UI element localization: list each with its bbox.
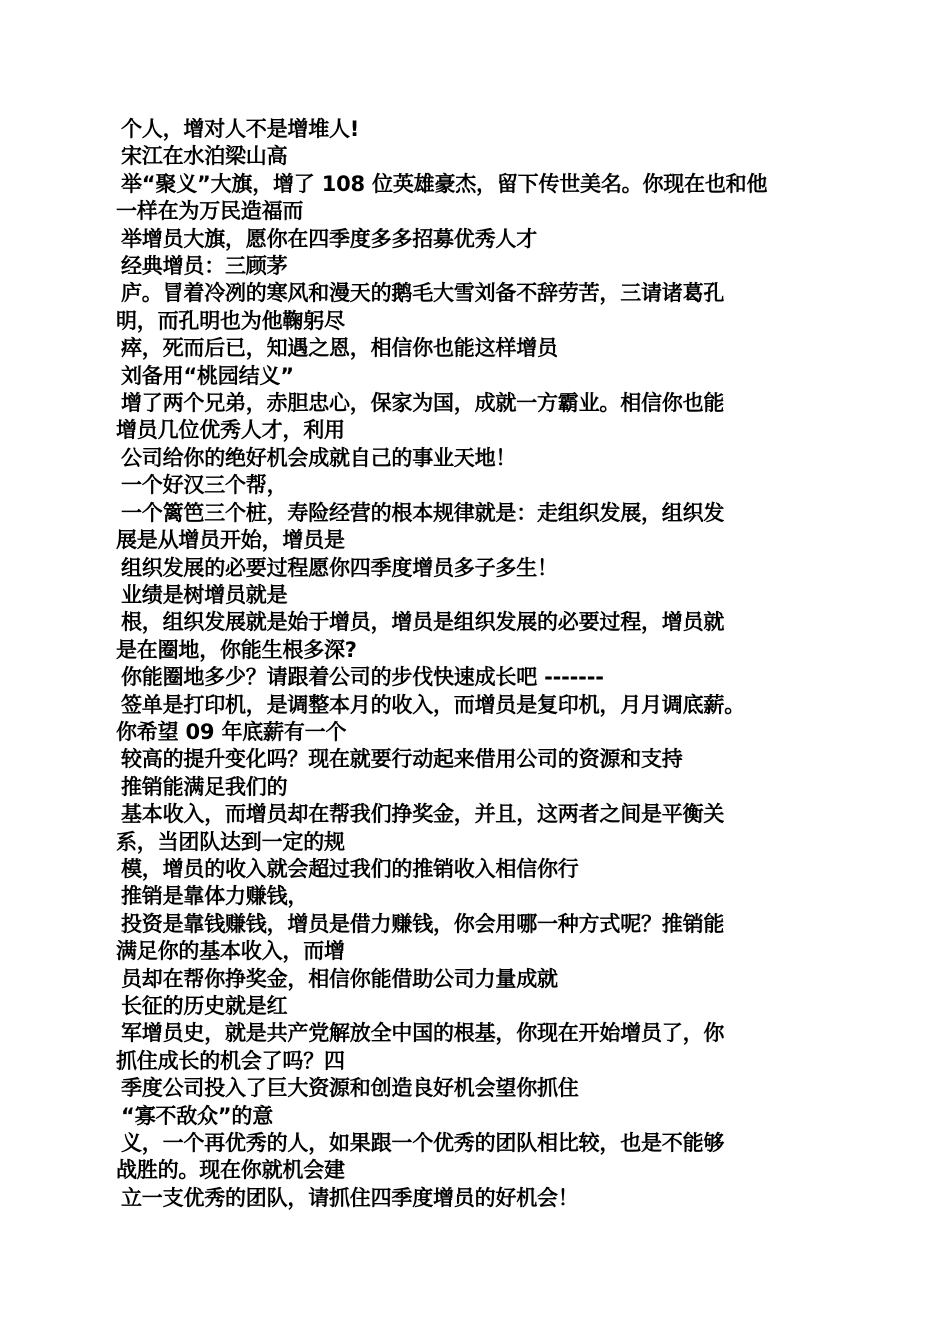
text-line: 员却在帮你挣奖金，相信你能借助公司力量成就 bbox=[121, 966, 558, 991]
text-line: 推销是靠体力赚钱， bbox=[121, 884, 309, 909]
text-line: 明，而孔明也为他鞠躬尽 bbox=[116, 308, 345, 333]
text-line: 较高的提升变化吗？现在就要行动起来借用公司的资源和支持 bbox=[121, 747, 683, 772]
text-line: 组织发展的必要过程愿你四季度增员多子多生！ bbox=[121, 555, 558, 580]
text-line: 战胜的。现在你就机会建 bbox=[116, 1158, 345, 1183]
text-line: 你能圈地多少？请跟着公司的步伐快速成长吧 ------- bbox=[121, 665, 604, 690]
text-line: 个人，增对人不是增堆人! bbox=[121, 117, 360, 141]
text-line: 公司给你的绝好机会成就自己的事业天地！ bbox=[121, 445, 517, 470]
text-line: 增了两个兄弟，赤胆忠心，保家为国，成就一方霸业。相信你也能 bbox=[121, 391, 725, 416]
text-line: 经典增员：三顾茅 bbox=[121, 254, 288, 279]
text-line: 瘁，死而后已，知遇之恩，相信你也能这样增员 bbox=[121, 336, 558, 361]
text-line: 抓住成长的机会了吗？四 bbox=[116, 1048, 345, 1073]
text-line: 庐。冒着冷冽的寒风和漫天的鹅毛大雪刘备不辞劳苦，三请诸葛孔 bbox=[121, 281, 725, 306]
text-line: 根，组织发展就是始于增员，增员是组织发展的必要过程，增员就 bbox=[121, 610, 725, 635]
document-body bbox=[116, 116, 836, 1212]
text-line: 长征的历史就是红 bbox=[121, 994, 288, 1018]
text-line: 立一支优秀的团队，请抓住四季度增员的好机会！ bbox=[121, 1185, 579, 1210]
text-line: 增员几位优秀人才，利用 bbox=[116, 418, 345, 443]
text-line: 你希望 09 年底薪有一个 bbox=[116, 719, 347, 744]
text-line: 军增员史，就是共产党解放全中国的根基，你现在开始增员了，你 bbox=[121, 1021, 725, 1046]
text-line: 投资是靠钱赚钱，增员是借力赚钱，你会用哪一种方式呢？推销能 bbox=[121, 911, 725, 936]
text-line: 宋江在水泊梁山高 bbox=[121, 144, 288, 169]
text-line: 是在圈地，你能生根多深? bbox=[116, 637, 357, 662]
text-line: “寡不敌众”的意 bbox=[121, 1103, 274, 1128]
text-line: 签单是打印机，是调整本月的收入，而增员是复印机，月月调底薪。 bbox=[121, 692, 745, 717]
text-line: 系，当团队达到一定的规 bbox=[116, 829, 345, 854]
text-line: 举“聚义”大旗，增了 108 位英雄豪杰，留下传世美名。你现在也和他 bbox=[121, 171, 768, 196]
text-line: 基本收入，而增员却在帮我们挣奖金，并且，这两者之间是平衡关 bbox=[121, 802, 725, 827]
text-line: 展是从增员开始，增员是 bbox=[116, 528, 345, 553]
text-line: 模，增员的收入就会超过我们的推销收入相信你行 bbox=[121, 856, 579, 881]
text-line: 一个篱笆三个桩，寿险经营的根本规律就是：走组织发展，组织发 bbox=[121, 500, 725, 525]
text-line: 刘备用“桃园结义” bbox=[121, 363, 294, 388]
text-line: 一样在为万民造福而 bbox=[116, 199, 304, 224]
text-line: 一个好汉三个帮， bbox=[121, 473, 288, 498]
text-line: 季度公司投入了巨大资源和创造良好机会望你抓住 bbox=[121, 1076, 579, 1101]
text-line: 举增员大旗，愿你在四季度多多招募优秀人才 bbox=[121, 226, 537, 251]
text-line: 推销能满足我们的 bbox=[121, 774, 288, 799]
text-line: 满足你的基本收入，而增 bbox=[116, 939, 345, 964]
text-line: 业绩是树增员就是 bbox=[121, 582, 288, 607]
text-line: 义，一个再优秀的人，如果跟一个优秀的团队相比较，也是不能够 bbox=[121, 1131, 725, 1156]
